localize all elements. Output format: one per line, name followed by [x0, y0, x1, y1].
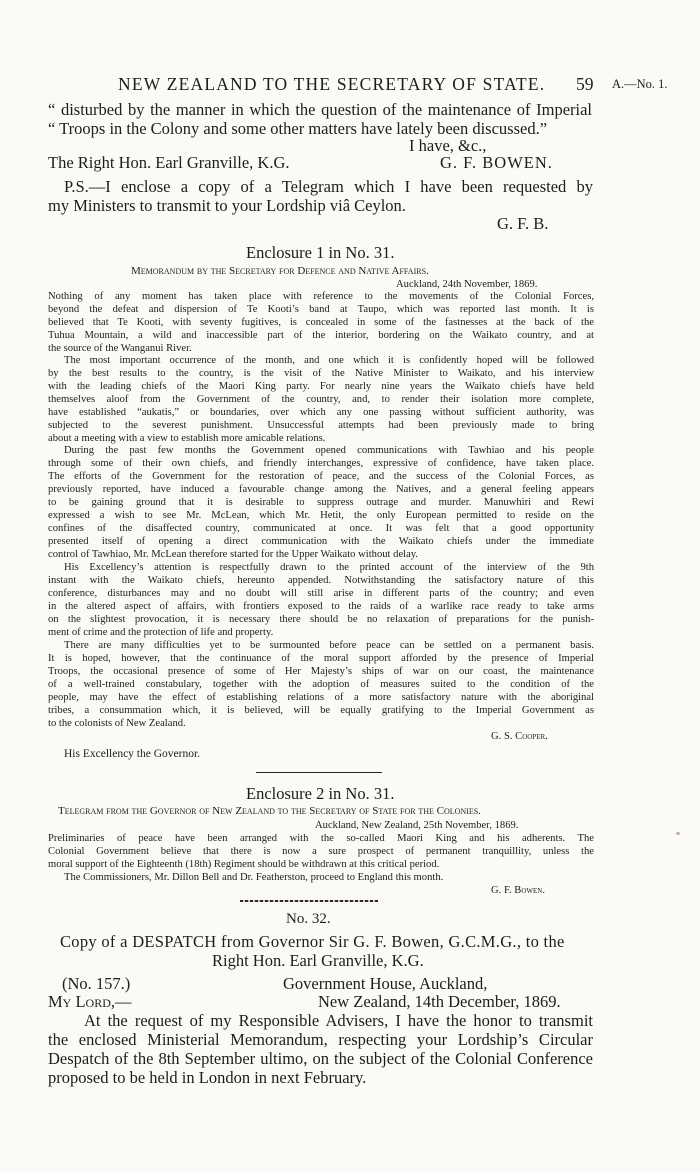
text-line: themselves aloof from the Government of the country, and, to render their isolation more complete, — [48, 394, 594, 405]
text-line: The efforts of the Government for the restoration of peace, and the success of the Colonial Forces, as — [48, 471, 594, 482]
text-line: about a meeting with a view to establish more amicable relations. — [48, 433, 326, 444]
text-line: “ disturbed by the manner in which the question of the maintenance of Imperial — [48, 100, 592, 119]
margin-mark — [676, 832, 680, 835]
text-line: Preliminaries of peace have been arranged with the so-called Maori King and his adherents. The — [48, 833, 594, 844]
text-line: Colonial Government believe that there is now a sure prospect of permanent tranquillity, unless the — [48, 846, 594, 857]
enclosure-2-signature: G. F. Bowen. — [491, 885, 545, 896]
text-line: During the past few months the Government opened communications with Tawhiao and his people — [64, 445, 594, 456]
despatch-address-line-2: New Zealand, 14th December, 1869. — [318, 992, 561, 1011]
text-line: previously reported, have induced a favourable change among the Natives, and a general feeling appears — [48, 484, 594, 495]
text-line: P.S.—I enclose a copy of a Telegram which I have been requested by — [64, 177, 593, 196]
text-line: by the best results to the country, is the visit of the Native Minister to Waikato, and his interview — [48, 368, 594, 379]
text-line: proposed to be held in London in next February. — [48, 1068, 367, 1087]
postscript-initials: G. F. B. — [497, 214, 549, 233]
page-number: 59 — [576, 74, 594, 94]
letter-closing: I have, &c., — [409, 136, 487, 155]
section-divider — [256, 772, 382, 773]
text-line: on the slightest provocation, it is necessary there should be no relaxation of preparations for the punish- — [48, 614, 594, 625]
enclosure-1-paragraph-2 — [48, 354, 594, 445]
despatch-salutation: My Lord,— — [48, 992, 132, 1011]
despatch-title-line-2: Right Hon. Earl Granville, K.G. — [212, 951, 424, 970]
enclosure-2-dateline: Auckland, New Zealand, 25th November, 1869. — [315, 820, 519, 831]
letter-signature: G. F. BOWEN. — [440, 153, 553, 172]
despatch-body — [48, 1011, 593, 1087]
enclosure-1-addressee: His Excellency the Governor. — [64, 748, 201, 760]
text-line: At the request of my Responsible Advisers, I have the honor to transmit — [84, 1011, 593, 1030]
text-line: the enclosed Ministerial Memorandum, respecting your Lordship’s Circular — [48, 1030, 593, 1049]
letter-addressee: The Right Hon. Earl Granville, K.G. — [48, 153, 290, 172]
enclosure-2-subtitle: Telegram from the Governor of New Zealand to the Secretary of State for the Colonies. — [58, 805, 481, 817]
text-line: ment of crime and the protection of life and property. — [48, 627, 274, 638]
enclosure-1-paragraph-1 — [48, 290, 594, 355]
text-line: Despatch of the 8th September ultimo, on the subject of the Colonial Conference — [48, 1049, 593, 1068]
running-header-title: NEW ZEALAND TO THE SECRETARY OF STATE. — [118, 74, 546, 94]
text-line: beyond the defeat and dispersion of Te Kooti’s band at Taupo, which was reported last month. It is — [48, 304, 594, 315]
text-line: presented itself of opening a direct communication with the Waikato chiefs under the immediate — [48, 536, 594, 547]
text-line: of a well-trained constabulary, together with the adoption of measures suited to the condition of the — [48, 679, 594, 690]
text-line: His Excellency’s attention is respectfully drawn to the printed account of the interview of the 9th — [64, 562, 594, 573]
enclosure-1-dateline: Auckland, 24th November, 1869. — [396, 279, 538, 290]
text-line: There are many difficulties yet to be surmounted before peace can be settled on a permanent basis. — [64, 640, 594, 651]
text-line: in the altered aspect of affairs, with frontiers exposed to the raids of a warlike race ready to take arms — [48, 601, 594, 612]
paper-reference: A.—No. 1. — [612, 77, 668, 91]
text-line: The most important occurrence of the month, and one which it is confidently hoped will be followed — [64, 355, 594, 366]
enclosure-1-paragraph-5 — [48, 639, 594, 730]
enclosure-2-paragraph-1 — [48, 832, 594, 871]
enclosure-1-title: Enclosure 1 in No. 31. — [246, 243, 395, 262]
text-line: subjected to the severest punishment. Unsuccessful attempts had been previously made to bring — [48, 420, 594, 431]
text-line: It is hoped, however, that the continuance of the moral support afforded by the presence of Imperial — [48, 653, 594, 664]
text-line: to the colonists of New Zealand. — [48, 718, 186, 729]
despatch-number: No. 32. — [286, 911, 331, 927]
text-line: people, may have the effect of establishing relations of a more satisfactory nature with the aboriginal — [48, 692, 594, 703]
enclosure-2-paragraph-2: The Commissioners, Mr. Dillon Bell and Dr. Featherston, proceed to England this month. — [64, 872, 444, 883]
enclosure-2-title: Enclosure 2 in No. 31. — [246, 784, 395, 803]
text-line: to be gaining ground that it is desirable to suppress outrage and murder. Manuwhiri and Rewi — [48, 497, 594, 508]
text-line: through some of their own chiefs, and friendly interchanges, expressive of confidence, have taken place. — [48, 458, 594, 469]
text-line: control of Tawhiao, Mr. McLean therefore started for the Upper Waikato without delay. — [48, 549, 419, 560]
text-line: expressed a wish to see Mr. McLean, which Mr. Hetit, the only European permitted to reside on the — [48, 510, 594, 521]
postscript — [48, 177, 593, 215]
despatch-address-line-1: Government House, Auckland, — [283, 974, 488, 993]
letter-quote — [48, 100, 592, 138]
text-line: tribes, a consummation which, it is believed, will be equally gratifying to the Imperial Government as — [48, 705, 594, 716]
text-line: have established “aukatis,” or boundaries, over which any one passing without sufficient authority, was — [48, 407, 594, 418]
enclosure-1-paragraph-4 — [48, 561, 594, 639]
text-line: confines of the disaffected country, communicated at once. It was felt that a good opportunity — [48, 523, 594, 534]
despatch-title-line-1: Copy of a DESPATCH from Governor Sir G. F. Bowen, G.C.M.G., to the — [60, 932, 565, 951]
text-line: the source of the Wanganui River. — [48, 343, 192, 354]
text-line: believed that Te Kooti, with seventy fugitives, is concealed in some of the fastnesses at the back of the — [48, 317, 594, 328]
enclosure-1-paragraph-3 — [48, 444, 594, 561]
despatch-reference: (No. 157.) — [62, 974, 131, 993]
text-line: Tuhua Mountain, a wild and inaccessible part of the interior, bordering on the Waikato country, and at — [48, 330, 594, 341]
text-line: moral support of the Eighteenth (18th) Regiment should be withdrawn at this critical period. — [48, 859, 440, 870]
text-line: Nothing of any moment has taken place with reference to the movements of the Colonial Forces, — [48, 291, 594, 302]
ornamental-rule — [240, 900, 378, 902]
enclosure-1-signature: G. S. Cooper. — [491, 731, 548, 742]
text-line: my Ministers to transmit to your Lordship viâ Ceylon. — [48, 196, 406, 215]
text-line: conference, disturbances may and no doubt will still arise in different parts of the country; and even — [48, 588, 594, 599]
text-line: Troops, the occasional presence of some of Her Majesty’s ships of war on our coast, the maintenance — [48, 666, 594, 677]
text-line: with the leading chiefs of the Maori King party. For nearly nine years the Waikato chiefs have held — [48, 381, 594, 392]
text-line: instant with the Waikato chiefs, hereunto appended. Notwithstanding the satisfactory nature of this — [48, 575, 594, 586]
enclosure-1-subtitle: Memorandum by the Secretary for Defence and Native Affairs. — [131, 265, 429, 277]
text-line: “ Troops in the Colony and some other matters have lately been discussed.” — [48, 119, 548, 138]
